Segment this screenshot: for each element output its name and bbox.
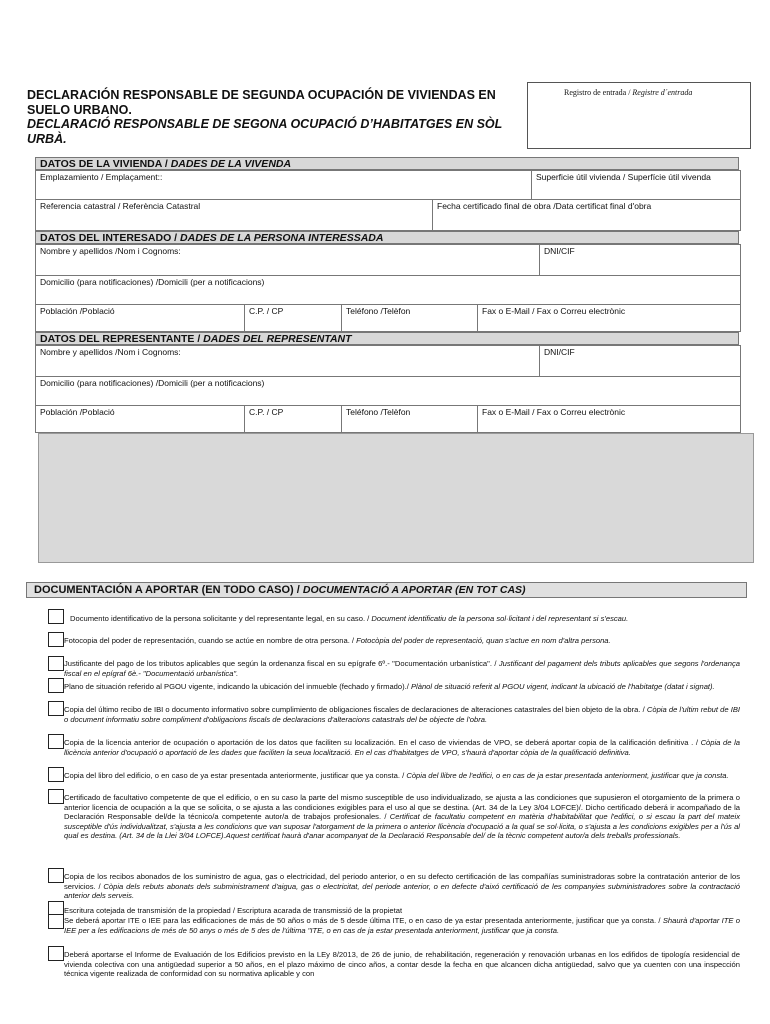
- document-title: [27, 88, 527, 146]
- doc-item-7: Copia del libro del edificio, o en caso de ya estar presentada anteriormente, justificar que ya consta. / Còpia del llibre de l'edifici, o en cas de ja estar presentada anteriorment, justificar que ja consta.: [64, 771, 729, 780]
- representante-telefono-field[interactable]: Teléfono /Telèfon: [341, 405, 478, 433]
- fecha-certificado-field[interactable]: Fecha certificado final de obra /Data certificat final d'obra: [432, 199, 741, 231]
- doc-item-6: Copia de la licencia anterior de ocupación o aportación de los datos que faciliten su localización. En el caso de viviendas de VPO, se deberá aportar copia de la calificación definitiva . / Còpia de la llicència anterior d'ocupació o aportació de les dades que faciliten la seua localització. En el cas d'habitatges de VPO, s'haurà d'aportar còpia de la qualificació definitiva.: [64, 738, 741, 757]
- interesado-dni-field[interactable]: DNI/CIF: [539, 244, 741, 276]
- doc-checkbox-4[interactable]: [48, 678, 64, 693]
- interesado-poblacion-field[interactable]: Población /Població: [35, 304, 245, 332]
- superficie-field[interactable]: Superficie útil vivienda / Superfície útil vivenda: [531, 170, 741, 200]
- doc-item-11: Se deberá aportar ITE o IEE para las edificaciones de más de 50 años o más de 5 desde última ITE, o en caso de ya estar presentada anteriormente, justificar que ya consta. / Shaurà d'aportar ITE o IEE per a les edificacions de més de 50 anys o més de 5 des de l'última "ITE, o en cas de ja estar presentada anteriorment, justificar que ja consta.: [64, 916, 740, 935]
- doc-checkbox-2[interactable]: [48, 632, 64, 647]
- interesado-nombre-field[interactable]: Nombre y apellidos /Nom i Cognoms:: [35, 244, 540, 276]
- representante-nombre-field[interactable]: Nombre y apellidos /Nom i Cognoms:: [35, 345, 540, 377]
- representante-domicilio-field[interactable]: Domicilio (para notificaciones) /Domicili (per a notificacions): [35, 376, 741, 406]
- representante-cp-field[interactable]: C.P. / CP: [244, 405, 342, 433]
- representante-header: DATOS DEL REPRESENTANTE / DADES DEL REPRESENTANT: [35, 332, 739, 345]
- doc-item-2: Fotocopia del poder de representación, cuando se actúe en nombre de otra persona. / Fotocòpia del poder de representació, quan s'actue en nom d'altra persona.: [64, 636, 611, 645]
- representante-poblacion-field[interactable]: Población /Població: [35, 405, 245, 433]
- doc-item-8: Certificado de facultativo competente de que el edificio, o en su caso la parte del mismo susceptible de uso individualizado, se ajusta a las condiciones que supusieron el otorgamiento de la primera o anterior licencia de ocupación a la que se solicita, o se ajusta a las condiciones exigibles para el uso al que se destina. (Art. 34 de la Ley 3/04 LOFCE)/. Dicho certificado deberá ir acompañado de la Declaración Responsable del/de la técnico/a competente autor/a de trabajos profesionales. / Certificat de facultatiu competent en matèria d'habitabilitat que l'edifici, o si escau la part del mateix susceptible d'ús individualitzat, s'ajusta a les condicions que van suposar l'atorgament de la primera o anterior llicència d'ocupació a la qual se sol·licita, o s'ajusta a les condicions exigibles per a l'ús al qual es destina. (Art. 34 de la Llei 3/04 LOFCE).Aquest certificat haurà d'anar acompanyat de la Declaració Responsable del/ de la tècnic competent autor/a dels treballs professionals.: [64, 793, 740, 840]
- doc-checkbox-8[interactable]: [48, 789, 64, 804]
- doc-item-10: Escritura cotejada de transmisión de la propiedad / Escriptura acarada de transmissió de la propietat: [64, 906, 403, 915]
- representante-dni-field[interactable]: DNI/CIF: [539, 345, 741, 377]
- doc-item-3: Justificante del pago de los tributos aplicables que según la ordenanza fiscal en su epígrafe 6º.- "Documentación urbanística". / Justificant del pagament dels tributs aplicables que segons l'ordenança fiscal en el epígraf 6è.- "Documentació urbanística".: [64, 659, 741, 678]
- interesado-telefono-field[interactable]: Teléfono /Telèfon: [341, 304, 478, 332]
- doc-checkbox-1[interactable]: [48, 609, 64, 624]
- doc-item-9: Copia de los recibos abonados de los suministro de agua, gas o electricidad, del periodo anterior, o en su defecto certificación de las compañías suministradoras sobre la contratación anterior de los servicios. / Còpia dels rebuts abonats dels subministrament d'aigua, gas o electricitat, del periode anterior, o en defecte d'aixó certificació de les companyies subministradores sobre la contractació anterior dels serveis.: [64, 872, 740, 900]
- emplazamiento-field[interactable]: Emplazamiento / Emplaçament::: [35, 170, 532, 200]
- doc-checkbox-9[interactable]: [48, 868, 64, 883]
- doc-checkbox-3[interactable]: [48, 656, 64, 671]
- representante-fax-field[interactable]: Fax o E-Mail / Fax o Correu electrònic: [477, 405, 741, 433]
- doc-checkbox-6[interactable]: [48, 734, 64, 749]
- doc-checkbox-5[interactable]: [48, 701, 64, 716]
- referencia-catastral-field[interactable]: Referencia catastral / Referència Catastral: [35, 199, 433, 231]
- registro-label: Registro de entrada / Registre d´entrada: [564, 88, 693, 97]
- doc-checkbox-11[interactable]: [48, 914, 64, 929]
- interesado-domicilio-field[interactable]: Domicilio (para notificaciones) /Domicili (per a notificacions): [35, 275, 741, 305]
- doc-item-4: Plano de situación referido al PGOU vigente, indicando la ubicación del inmueble (fechado y firmado)./ Plànol de situació referit al PGOU vigent, indicant la ubicació de l'habitatge (datat i signat).: [64, 682, 715, 691]
- documentacion-header: DOCUMENTACIÓN A APORTAR (EN TODO CASO) / DOCUMENTACIÓ A APORTAR (EN TOT CAS): [26, 582, 747, 598]
- registro-entrada-box: [527, 82, 751, 149]
- doc-item-12: Deberá aportarse el Informe de Evaluación de los Edificios previsto en la LEy 8/2013, de 26 de junio, de rehabilitación, regeneración y renovación urbanas en los edifidos de tipología residencial de vivienda colectiva con una antigüedad superior a 50 años, en el plazo máximo de cinco años, a contar desde la fecha en que alcancen dicha antigüedad, salvo que ya cuenten con una inspección técnica vigente realizada de conformidad con su normativa aplicable y con: [64, 950, 740, 978]
- interesado-fax-field[interactable]: Fax o E-Mail / Fax o Correu electrònic: [477, 304, 741, 332]
- doc-checkbox-7[interactable]: [48, 767, 64, 782]
- interesado-cp-field[interactable]: C.P. / CP: [244, 304, 342, 332]
- title-ca: DECLARACIÓ RESPONSABLE DE SEGONA OCUPACIÓ D’HABITATGES EN SÒL URBÀ.: [27, 117, 503, 146]
- vivienda-header: DATOS DE LA VIVIENDA / DADES DE LA VIVENDA: [35, 157, 739, 170]
- title-es: DECLARACIÓN RESPONSABLE DE SEGUNDA OCUPACIÓN DE VIVIENDAS EN SUELO URBANO.: [27, 88, 496, 117]
- gray-blank-area: [38, 433, 754, 563]
- doc-checkbox-12[interactable]: [48, 946, 64, 961]
- interesado-header: DATOS DEL INTERESADO / DADES DE LA PERSONA INTERESSADA: [35, 231, 739, 244]
- doc-item-1: Documento identificativo de la persona solicitante y del representante legal, en su caso. / Document identificatiu de la persona sol·licitant i del representant si s'escau.: [70, 614, 629, 623]
- doc-item-5: Copia del último recibo de IBI o documento informativo sobre cumplimiento de obligaciones fiscales de declaraciones de alteraciones catastrales del bien objeto de la obra. / Còpia de l'ultim rebut de IBI o document informatiu sobre compliment d'obligacions fiscals de declaracions d'alteracions catastrals del be objecte de l'obra.: [64, 705, 740, 724]
